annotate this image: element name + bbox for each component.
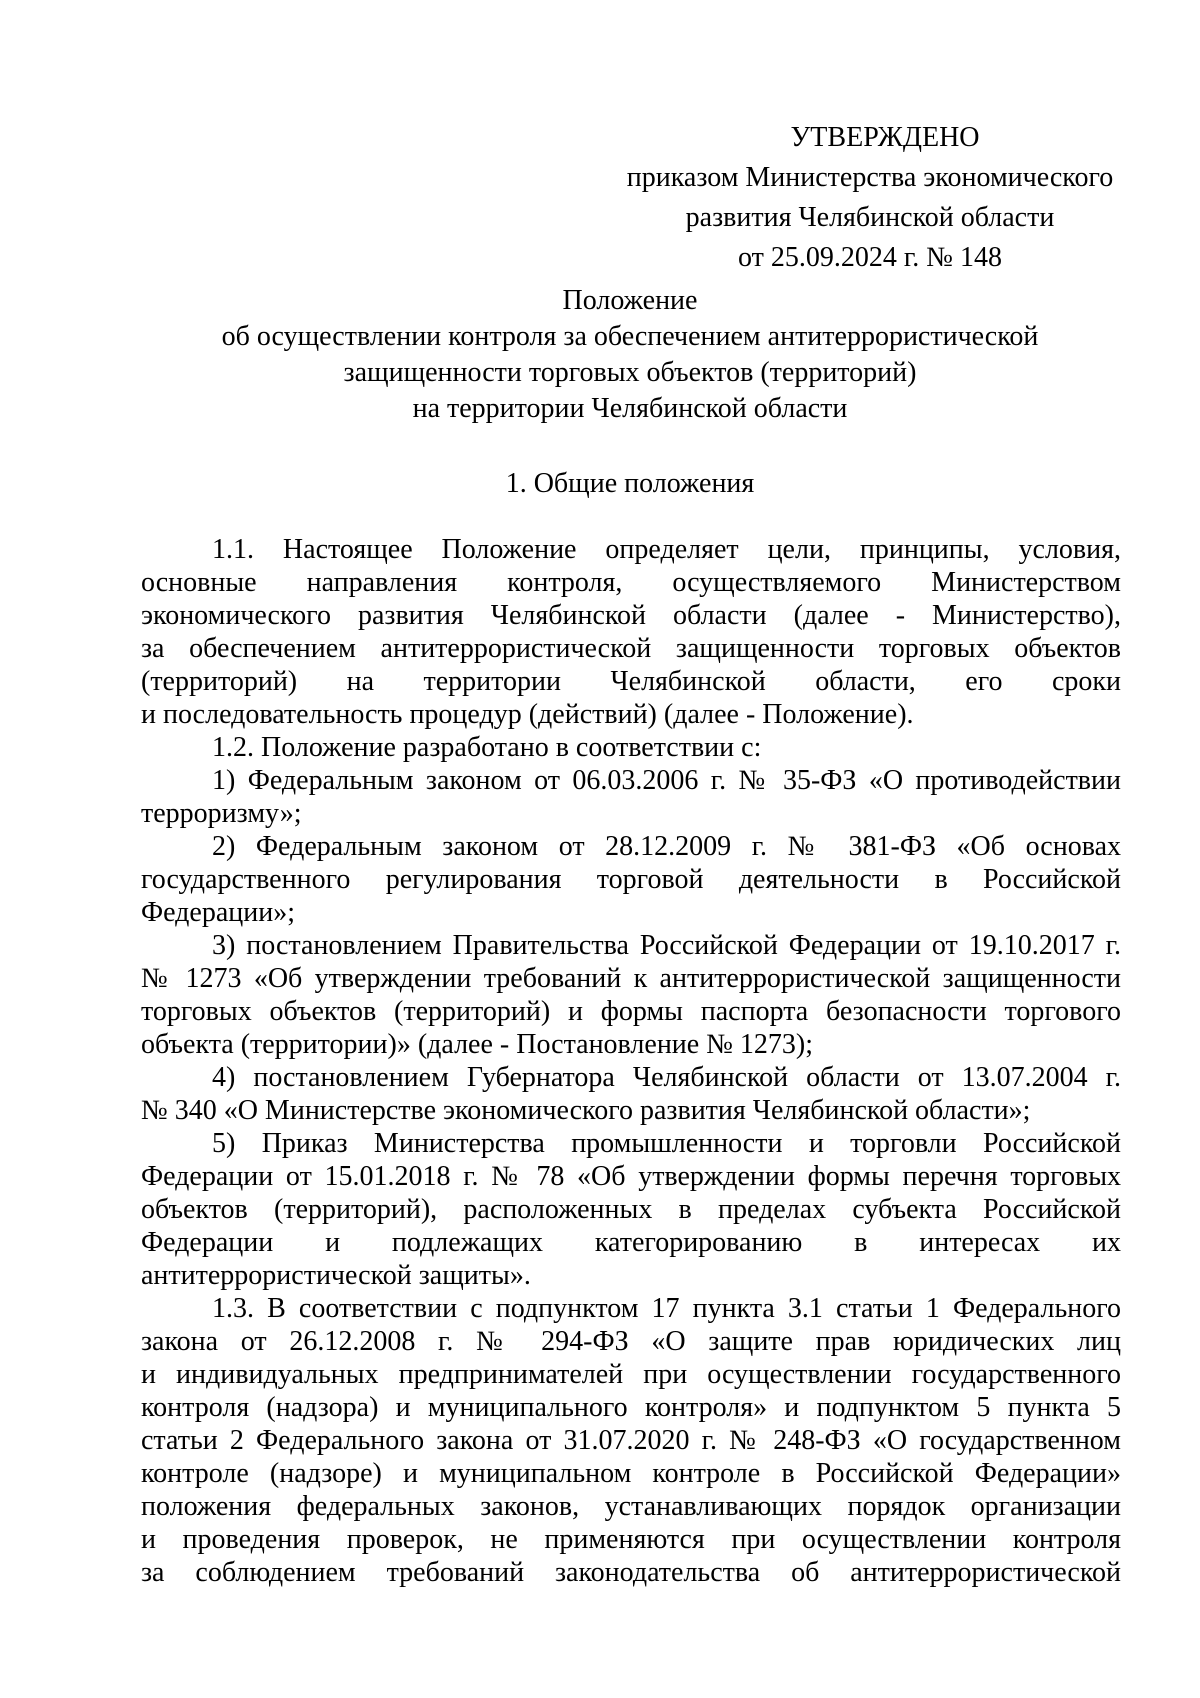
body-line: объектов (территорий), расположенных в пределах субъекта Российской <box>141 1194 1121 1225</box>
body-line: за обеспечением антитеррористической защищенности торговых объектов <box>141 633 1121 664</box>
body-line: статьи 2 Федерального закона от 31.07.2020 г. № 248-ФЗ «О государственном <box>141 1425 1121 1456</box>
approval-stamp-block <box>600 118 1140 278</box>
title-line: на территории Челябинской области <box>412 393 848 424</box>
title-line: защищенности торговых объектов (территорий) <box>343 357 917 388</box>
body-line: и проведения проверок, не применяются при осуществлении контроля <box>141 1524 1121 1555</box>
body-line: объекта (территории)» (далее - Постановление № 1273); <box>141 1029 814 1060</box>
body-line: 1.3. В соответствии с подпунктом 17 пункта 3.1 статьи 1 Федерального <box>212 1293 1121 1324</box>
body-line: экономического развития Челябинской области (далее - Министерство), <box>141 600 1121 631</box>
body-line: 5) Приказ Министерства промышленности и торговли Российской <box>212 1128 1121 1159</box>
section-heading: 1. Общие положения <box>505 468 755 499</box>
body-line: Федерации от 15.01.2018 г. № 78 «Об утверждении формы перечня торговых <box>141 1161 1121 1192</box>
body-line: Федерации и подлежащих категорированию в интересах их <box>141 1227 1121 1258</box>
body-line: за соблюдением требований законодательства об антитеррористической <box>141 1557 1121 1588</box>
body-line: и индивидуальных предпринимателей при осуществлении государственного <box>141 1359 1121 1390</box>
body-line: 1.2. Положение разработано в соответствии с: <box>212 732 762 763</box>
body-line: контроля (надзора) и муниципального контроля» и подпунктом 5 пункта 5 <box>141 1392 1121 1423</box>
body-line: закона от 26.12.2008 г. № 294-ФЗ «О защите прав юридических лиц <box>141 1326 1121 1357</box>
body-line: 1) Федеральным законом от 06.03.2006 г. № 35-ФЗ «О противодействии <box>212 765 1121 796</box>
body-line: контроле (надзоре) и муниципальном контроле в Российской Федерации» <box>141 1458 1121 1489</box>
body-line: терроризму»; <box>141 798 302 829</box>
approval-date-number: от 25.09.2024 г. № 148 <box>738 242 1002 273</box>
body-line: (территорий) на территории Челябинской области, его сроки <box>141 666 1121 697</box>
document-title <box>140 283 1120 427</box>
body-line: 4) постановлением Губернатора Челябинской области от 13.07.2004 г. <box>212 1062 1121 1093</box>
body-line: 3) постановлением Правительства Российской Федерации от 19.10.2017 г. <box>212 930 1121 961</box>
body-line: № 340 «О Министерстве экономического развития Челябинской области»; <box>141 1095 1031 1126</box>
body-line: государственного регулирования торговой деятельности в Российской <box>141 864 1121 895</box>
body-line: основные направления контроля, осуществляемого Министерством <box>141 567 1121 598</box>
body-text <box>141 533 1121 1589</box>
approval-heading: УТВЕРЖДЕНО <box>790 122 980 153</box>
body-line: торговых объектов (территорий) и формы паспорта безопасности торгового <box>141 996 1121 1027</box>
body-line: № 1273 «Об утверждении требований к антитеррористической защищенности <box>141 963 1121 994</box>
body-line: 2) Федеральным законом от 28.12.2009 г. № 381-ФЗ «Об основах <box>212 831 1121 862</box>
approval-line: приказом Министерства экономического <box>626 162 1114 193</box>
body-line: Федерации»; <box>141 897 296 928</box>
body-line: положения федеральных законов, устанавливающих порядок организации <box>141 1491 1121 1522</box>
approval-line: развития Челябинской области <box>685 202 1055 233</box>
body-line: 1.1. Настоящее Положение определяет цели, принципы, условия, <box>212 534 1121 565</box>
title-line: об осуществлении контроля за обеспечением антитеррористической <box>221 321 1039 352</box>
body-line: антитеррористической защиты». <box>141 1260 531 1291</box>
body-line: и последовательность процедур (действий) (далее - Положение). <box>141 699 914 730</box>
title-line: Положение <box>562 285 698 316</box>
